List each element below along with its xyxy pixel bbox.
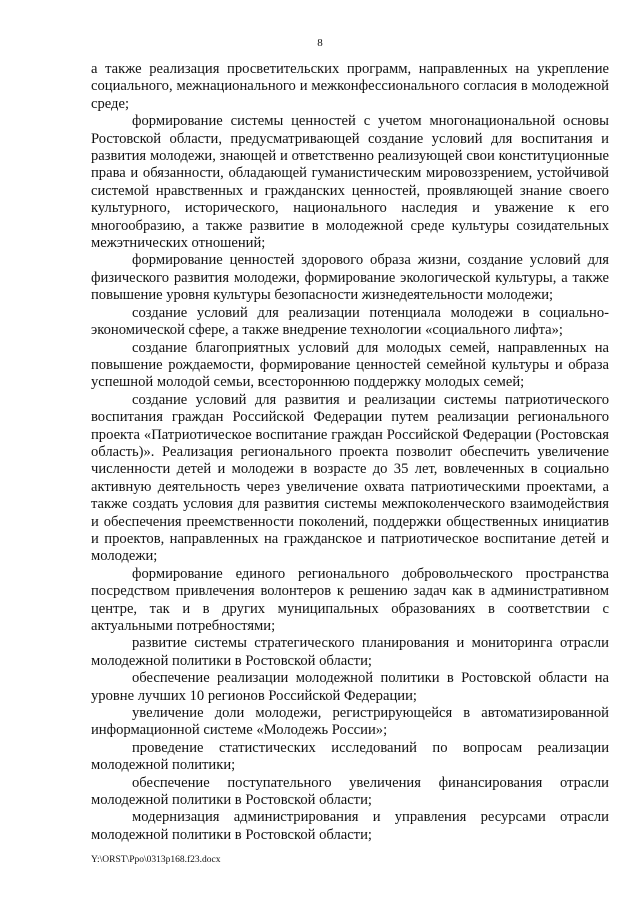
- paragraph-11: проведение статистических исследований по вопросам реализации молодежной политики;: [91, 739, 609, 774]
- paragraph-9: обеспечение реализации молодежной политики в Ростовской области на уровне лучших 10 регионов Российской Федерации;: [91, 670, 609, 704]
- paragraph-6: создание условий для развития и реализации системы патриотического воспитания граждан Российской Федерации путем реализации регионального проекта «Патриотическое воспитание граждан Российской Федерации (Ростовская область)». Реализация регионального проекта позволит обеспечить увеличение численности детей и молодежи в возрасте до 35 лет, вовлеченных в социально активную деятельность через увеличение охвата патриотическими проектами, а также создать условия для развития системы межпоколенческого взаимодействия и обеспечения преемственности поколений, поддержки общественных инициатив и проектов, направленных на гражданское и патриотическое воспитание детей и молодежи;: [91, 391, 609, 565]
- document-body: [91, 61, 609, 844]
- page-number: 8: [317, 37, 323, 49]
- paragraph-12: обеспечение поступательного увеличения финансирования отрасли молодежной политики в Ростовской области;: [91, 774, 609, 809]
- paragraph-13: модернизация администрирования и управления ресурсами отрасли молодежной политики в Ростовской области;: [91, 809, 609, 843]
- paragraph-4: создание условий для реализации потенциала молодежи в социально-экономической сфере, а также внедрение технологии «социального лифта»;: [91, 304, 609, 339]
- paragraph-1: а также реализация просветительских программ, направленных на укрепление социального, межнационального и межконфессионального согласия в молодежной среде;: [91, 61, 609, 112]
- paragraph-10: увеличение доли молодежи, регистрирующейся в автоматизированной информационной системе «Молодежь России»;: [91, 705, 609, 739]
- footer-file-path: Y:\ORST\Ppo\0313p168.f23.docx: [91, 855, 221, 865]
- paragraph-5: создание благоприятных условий для молодых семей, направленных на повышение рождаемости, формирование ценностей семейной культуры и образа успешной молодой семьи, всестороннюю поддержку молодых семей;: [91, 339, 609, 391]
- paragraph-2: формирование системы ценностей с учетом многонациональной основы Ростовской области, предусматривающей создание условий для воспитания и развития молодежи, знающей и ответственно реализующей свои конституционные права и обязанности, обладающей гуманистическим мировоззрением, устойчивой системой нравственных и гражданских ценностей, проявляющей знание своего культурного, исторического, национального наследия и уважение к его многообразию, а также развитие в молодежной среде культуры созидательных межэтнических отношений;: [91, 113, 609, 252]
- paragraph-8: развитие системы стратегического планирования и мониторинга отрасли молодежной политики в Ростовской области;: [91, 635, 609, 669]
- paragraph-3: формирование ценностей здорового образа жизни, создание условий для физического развития молодежи, формирование экологической культуры, а также повышение уровня культуры безопасности жизнедеятельности молодежи;: [91, 252, 609, 304]
- paragraph-7: формирование единого регионального добровольческого пространства посредством привлечения волонтеров к решению задач как в административном центре, так и в других муниципальных образованиях в соответствии с актуальными потребностями;: [91, 565, 609, 634]
